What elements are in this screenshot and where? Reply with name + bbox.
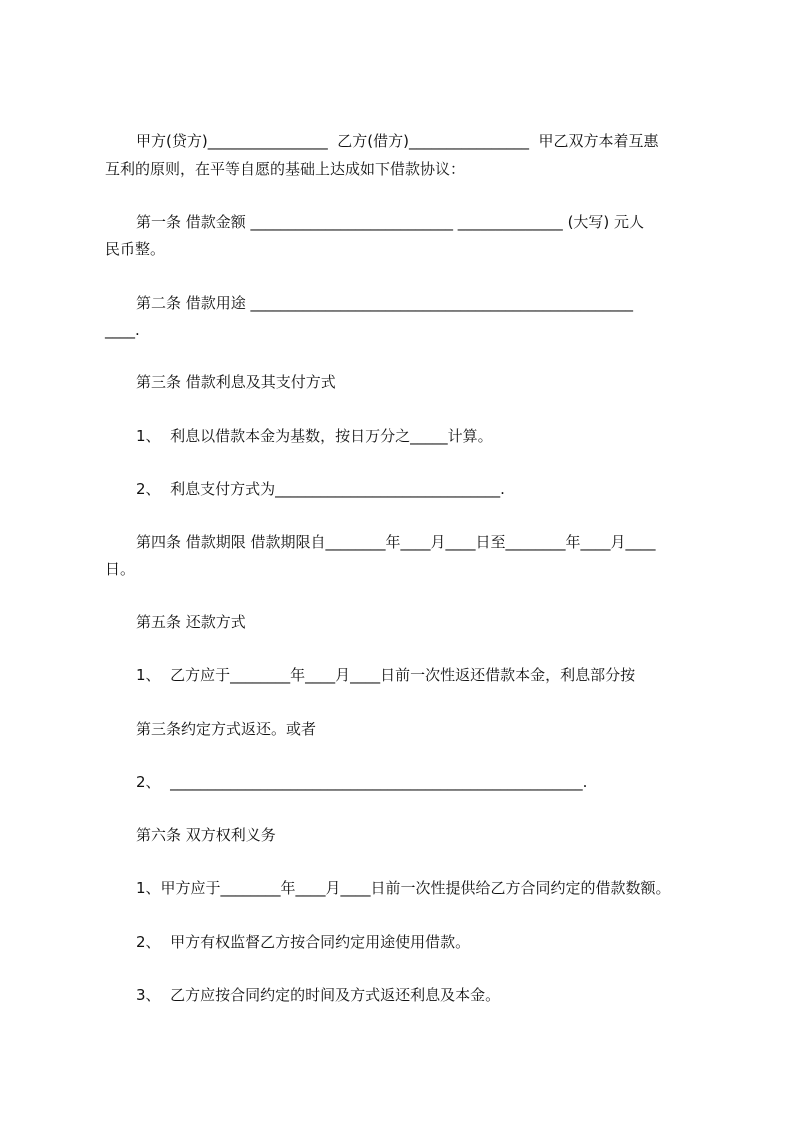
article-3-heading: 第三条 借款利息及其支付方式 — [136, 373, 336, 391]
article-5-item-1: 1、 乙方应于________年____月____日前一次性返还借款本金，利息部分按 — [136, 666, 636, 684]
preamble-line-2: 互利的原则，在平等自愿的基础上达成如下借款协议： — [105, 160, 466, 178]
article-6-item-1: 1、甲方应于________年____月____日前一次性提供给乙方合同约定的借款数额。 — [136, 879, 671, 897]
article-6-heading: 第六条 双方权利义务 — [136, 826, 276, 844]
article-5-item-1-continued: 第三条约定方式返还。或者 — [136, 720, 317, 738]
article-5-item-2: 2、 _______________________________________________________. — [136, 773, 588, 791]
article-2-line-2: ____. — [105, 321, 140, 339]
article-2-line-1: 第二条 借款用途 ___________________________________________________ — [136, 294, 634, 312]
article-3-item-1: 1、 利息以借款本金为基数，按日万分之_____计算。 — [136, 427, 493, 445]
article-6-item-2: 2、 甲方有权监督乙方按合同约定用途使用借款。 — [136, 933, 471, 951]
article-3-item-2: 2、 利息支付方式为______________________________. — [136, 480, 505, 498]
article-6-item-3: 3、 乙方应按合同约定的时间及方式返还利息及本金。 — [136, 986, 501, 1004]
article-4-line-1: 第四条 借款期限 借款期限自________年____月____日至________年____月____ — [136, 533, 656, 551]
article-5-heading: 第五条 还款方式 — [136, 613, 246, 631]
article-1-line-2: 民币整。 — [105, 240, 166, 258]
preamble-line-1: 甲方(贷方)________________ 乙方(借方)________________ 甲乙双方本着互惠 — [136, 132, 659, 150]
article-4-line-2: 日。 — [105, 560, 136, 578]
article-1-line-1: 第一条 借款金额 ___________________________ ______________ (大写) 元人 — [136, 213, 645, 231]
